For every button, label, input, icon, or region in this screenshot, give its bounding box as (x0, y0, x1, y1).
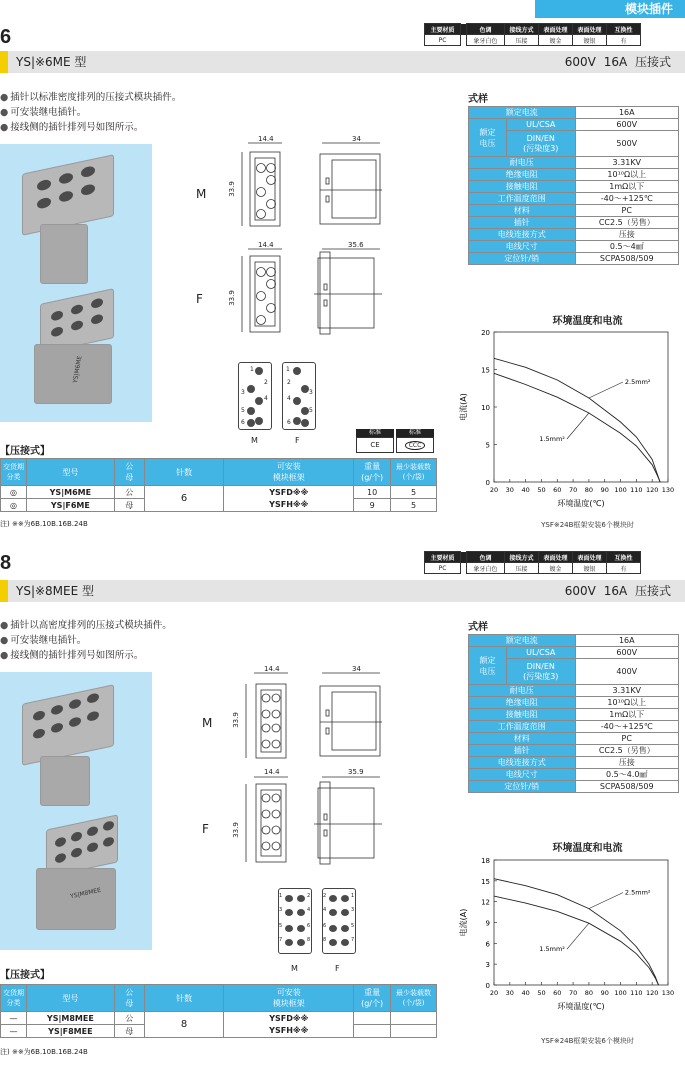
x-tick-label: 90 (600, 486, 609, 494)
pin-count: 6 (144, 486, 224, 512)
prop-header: 接线方式 (505, 552, 539, 563)
product-photo (0, 144, 152, 422)
spec-key: 耐电压 (469, 685, 576, 697)
section-number: 6 (0, 26, 12, 48)
spec-key: 插针 (469, 745, 576, 757)
frame: YSFH※※ (269, 499, 309, 509)
pin-number: 2 (287, 379, 291, 386)
x-tick-label: 100 (614, 989, 627, 997)
drawing-label-f: F (196, 292, 203, 306)
model-bar (0, 580, 685, 602)
pin-number: 6 (241, 419, 245, 426)
spec-value: PC (575, 205, 678, 217)
pin-layout-m (278, 888, 312, 954)
x-tick-label: 50 (537, 989, 546, 997)
spec-value: 1mΩ以下 (575, 181, 678, 193)
pin-number: 1 (279, 893, 283, 899)
spec-key: 额定 电压 (469, 647, 507, 685)
dim-m-height: 33.9 (227, 181, 236, 197)
min-qty (391, 1025, 437, 1038)
col-header: 公 母 (114, 985, 144, 1012)
prop-header: 色调 (467, 24, 505, 35)
feature-list (0, 618, 172, 663)
spec-value: 0.5～4㎟ (575, 241, 678, 253)
pin-number: 4 (287, 395, 291, 402)
spec-title: 式样 (468, 622, 488, 633)
weight (354, 1012, 391, 1025)
prop-value: 有 (607, 35, 641, 46)
delivery-class: ◎ (1, 499, 27, 512)
spec-key: 接触电阻 (469, 709, 576, 721)
dim-m-width: 14.4 (264, 665, 280, 673)
pin-label-f: F (295, 436, 300, 445)
model-number: YS|M8MEE (26, 1012, 114, 1025)
prop-header: 表面处理 (539, 552, 573, 563)
category-tab: 模块插件 (535, 0, 685, 18)
y-tick-label: 12 (481, 898, 490, 907)
col-header: 可安装 模块框架 (224, 459, 354, 486)
spec-key: 绝缘电阻 (469, 169, 576, 181)
model-title: YS|※6ME 型 (16, 55, 87, 69)
feature-item: ● 可安装继电插针。 (0, 105, 181, 120)
y-tick-label: 20 (481, 329, 490, 337)
prop-header: 表面处理 (539, 24, 573, 35)
spec-key: 额定 电压 (469, 119, 507, 157)
pin-number: 3 (351, 907, 355, 913)
x-tick-label: 30 (505, 989, 514, 997)
x-tick-label: 100 (614, 486, 627, 494)
delivery-class: ◎ (1, 486, 27, 499)
feature-item: ● 插针以标准密度排列的压接式模块插件。 (0, 90, 181, 105)
spec-key: 电线尺寸 (469, 241, 576, 253)
series-label: 1.5mm² (539, 945, 565, 954)
section-number: 8 (0, 552, 12, 574)
x-tick-label: 60 (553, 989, 562, 997)
weight: 10 (354, 486, 391, 499)
pin-number: 4 (323, 907, 327, 913)
prop-header: 色调 (467, 552, 505, 563)
weight: 9 (354, 499, 391, 512)
dim-m-length: 34 (352, 135, 361, 143)
x-tick-label: 80 (584, 486, 594, 494)
x-axis-label: 环境温度(℃) (557, 499, 605, 508)
spec-value: 16A (575, 107, 678, 119)
prop-header: 主要材质 (425, 552, 461, 563)
series-leader (589, 893, 623, 909)
spec-value: 压接 (575, 757, 678, 769)
y-axis-label: 电流(A) (459, 908, 468, 937)
pin-layout-f (282, 362, 316, 430)
dim-f-length: 35.6 (348, 241, 364, 249)
drawing-label-f: F (202, 822, 209, 836)
delivery-class: — (1, 1012, 27, 1025)
spec-value: 3.31KV (575, 157, 678, 169)
spec-value: SCPA508/509 (575, 781, 678, 793)
plot-frame (494, 332, 668, 482)
temperature-current-chart (456, 852, 685, 1020)
ce-mark: CE (356, 437, 394, 453)
prop-value: 压接 (505, 35, 539, 46)
prop-header: 互换性 (607, 552, 641, 563)
spec-title: 式样 (468, 94, 488, 105)
x-tick-label: 120 (645, 486, 659, 494)
spec-table (468, 106, 679, 265)
model-number: YS|F6ME (26, 499, 114, 512)
pin-number: 2 (264, 379, 268, 386)
x-tick-label: 130 (661, 486, 675, 494)
y-tick-label: 15 (481, 877, 490, 886)
prop-value: 压接 (505, 563, 539, 574)
x-tick-label: 120 (645, 989, 659, 997)
badge-header: 标准 (356, 429, 394, 437)
y-tick-label: 3 (485, 961, 490, 970)
frame-list (224, 486, 354, 512)
product-photo (0, 672, 152, 950)
x-tick-label: 110 (630, 486, 643, 494)
spec-key: UL/CSA (507, 119, 576, 131)
prop-value: 镀金 (539, 563, 573, 574)
gender: 公 (114, 1012, 144, 1025)
plot-frame (494, 860, 668, 985)
pin-number: 2 (323, 893, 327, 899)
series-leader (567, 413, 589, 439)
gender: 母 (114, 1025, 144, 1038)
prop-value: 象牙白色 (467, 35, 505, 46)
x-tick-label: 130 (661, 989, 675, 997)
male-connector-body (40, 224, 88, 284)
chart-caption: YSF※24B框架安装6个模块时 (541, 1037, 634, 1045)
pin-number: 1 (250, 366, 254, 373)
prop-header: 主要材质 (425, 24, 461, 35)
pin-number: 4 (264, 395, 268, 402)
spec-key: 插针 (469, 217, 576, 229)
gender: 公 (114, 486, 144, 499)
y-tick-label: 10 (481, 404, 490, 412)
ccc-mark (396, 437, 434, 453)
spec-value: -40～+125℃ (575, 193, 678, 205)
photo-marking: YS|M6ME (71, 355, 84, 384)
pin-number: 5 (279, 923, 283, 929)
table-row (1, 1012, 437, 1025)
prop-value: 镀银 (573, 35, 607, 46)
temperature-current-chart (456, 324, 685, 518)
x-tick-label: 40 (521, 989, 530, 997)
pin-number: 6 (287, 419, 291, 426)
prop-value: 镀银 (573, 563, 607, 574)
pin-number: 3 (279, 907, 283, 913)
spec-value: 600V (575, 647, 678, 659)
pin-number: 4 (307, 907, 311, 913)
col-header: 重量 (g/个) (354, 985, 391, 1012)
weight (354, 1025, 391, 1038)
chart-title: 环境温度和电流 (552, 843, 623, 854)
spec-value: 10¹⁰Ω以上 (575, 169, 678, 181)
drawing-label-m: M (196, 187, 207, 201)
dim-m-height: 33.9 (231, 712, 240, 728)
prop-value: 象牙白色 (467, 563, 505, 574)
badge-header: 标准 (396, 429, 434, 437)
pin-layout-f (322, 888, 356, 954)
series-leader (567, 923, 589, 949)
dim-f-height: 33.9 (231, 822, 240, 838)
footnote: 注) ※※为6B.10B.16B.24B (0, 1048, 88, 1056)
series-label: 2.5mm² (624, 888, 651, 897)
spec-key: 额定电流 (469, 107, 576, 119)
pin-number: 6 (323, 923, 327, 929)
feature-item: ● 接线侧的插针排列号如图所示。 (0, 120, 181, 135)
product-table (0, 458, 437, 512)
spec-value: 600V (575, 119, 678, 131)
dim-m-length: 34 (352, 665, 361, 673)
prop-header: 互换性 (607, 24, 641, 35)
col-header: 重量 (g/个) (354, 459, 391, 486)
property-table (424, 551, 641, 574)
pin-label-m: M (291, 964, 298, 973)
col-header: 公 母 (114, 459, 144, 486)
spec-key: DIN/EN (污染度3) (507, 131, 576, 157)
dim-f-width: 14.4 (264, 768, 280, 776)
series-label: 2.5mm² (624, 378, 651, 386)
prop-value: PC (425, 35, 461, 46)
pin-number: 3 (309, 389, 313, 396)
series-line (494, 896, 659, 985)
model-bar (0, 51, 685, 73)
feature-item: ● 可安装继电插针。 (0, 633, 172, 648)
spec-value: 1mΩ以下 (575, 709, 678, 721)
spec-key: 电线连接方式 (469, 757, 576, 769)
x-tick-label: 30 (505, 486, 514, 494)
drawing-label-m: M (202, 716, 213, 730)
pin-number: 5 (241, 407, 245, 414)
x-tick-label: 80 (584, 989, 594, 997)
spec-key: 额定电流 (469, 635, 576, 647)
min-qty: 5 (391, 486, 437, 499)
series-line (494, 358, 660, 482)
pin-number: 6 (307, 923, 311, 929)
pin-label-m: M (251, 436, 258, 445)
y-tick-label: 0 (485, 982, 490, 990)
min-qty: 5 (391, 499, 437, 512)
col-header: 型号 (26, 985, 114, 1012)
product-table (0, 984, 437, 1038)
pin-number: 1 (286, 366, 290, 373)
spec-key: 接触电阻 (469, 181, 576, 193)
y-tick-label: 6 (485, 940, 490, 949)
x-axis-label: 环境温度(℃) (557, 1002, 605, 1011)
spec-value: CC2.5（另售） (575, 217, 678, 229)
subsection-title: 【压接式】 (0, 970, 50, 981)
pin-number: 5 (351, 923, 355, 929)
pin-layout-m (238, 362, 272, 430)
spec-value: 16A (575, 635, 678, 647)
male-connector-body (40, 756, 90, 806)
pin-number: 7 (351, 937, 355, 943)
dim-f-width: 14.4 (258, 241, 274, 249)
pin-number: 2 (307, 893, 311, 899)
spec-key: 耐电压 (469, 157, 576, 169)
x-tick-label: 50 (537, 486, 546, 494)
frame-list (224, 1012, 354, 1038)
col-header: 针数 (144, 459, 224, 486)
spec-value: 400V (575, 659, 678, 685)
spec-key: DIN/EN (污染度3) (507, 659, 576, 685)
spec-value: -40～+125℃ (575, 721, 678, 733)
spec-key: 定位针/销 (469, 253, 576, 265)
accent-strip (0, 580, 8, 602)
spec-value: SCPA508/509 (575, 253, 678, 265)
footnote: 注) ※※为6B.10B.16B.24B (0, 520, 88, 528)
feature-list (0, 90, 181, 135)
rating-summary: 600V 16A 压接式 (564, 55, 671, 69)
frame: YSFD※※ (269, 487, 309, 497)
x-tick-label: 90 (600, 989, 609, 997)
subsection-title: 【压接式】 (0, 446, 50, 457)
series-line (494, 373, 660, 482)
x-tick-label: 20 (489, 486, 499, 494)
spec-value: 500V (575, 131, 678, 157)
spec-value: CC2.5（另售） (575, 745, 678, 757)
prop-value: PC (425, 563, 461, 574)
x-tick-label: 70 (568, 989, 578, 997)
dim-f-length: 35.9 (348, 768, 364, 776)
y-tick-label: 0 (485, 479, 490, 487)
pin-number: 1 (351, 893, 355, 899)
spec-value: 压接 (575, 229, 678, 241)
frame: YSFH※※ (269, 1025, 309, 1035)
model-number: YS|F8MEE (26, 1025, 114, 1038)
y-tick-label: 9 (485, 919, 490, 928)
x-tick-label: 40 (521, 486, 530, 494)
dim-m-width: 14.4 (258, 135, 274, 143)
x-tick-label: 110 (630, 989, 643, 997)
male-connector-image (22, 684, 114, 766)
spec-key: 材料 (469, 205, 576, 217)
spec-key: 工作温度范围 (469, 193, 576, 205)
x-tick-label: 70 (568, 486, 578, 494)
photo-marking: YS|M8MEE (69, 886, 102, 901)
spec-key: 电线尺寸 (469, 769, 576, 781)
pin-number: 8 (323, 937, 327, 943)
spec-key: 绝缘电阻 (469, 697, 576, 709)
prop-header: 表面处理 (573, 552, 607, 563)
spec-value: 10¹⁰Ω以上 (575, 697, 678, 709)
y-tick-label: 18 (481, 857, 490, 865)
y-tick-label: 15 (481, 366, 490, 375)
pin-number: 3 (241, 389, 245, 396)
prop-value: 有 (607, 563, 641, 574)
dimension-drawing (230, 664, 390, 876)
prop-header: 接线方式 (505, 24, 539, 35)
col-header: 型号 (26, 459, 114, 486)
y-tick-label: 5 (485, 441, 490, 450)
ccc-logo: CCC (405, 441, 426, 450)
gender: 母 (114, 499, 144, 512)
spec-value: 3.31KV (575, 685, 678, 697)
series-label: 1.5mm² (539, 435, 565, 443)
col-header: 交货期 分类 (1, 985, 27, 1012)
accent-strip (0, 51, 8, 73)
pin-count: 8 (144, 1012, 224, 1038)
prop-value: 镀金 (539, 35, 573, 46)
spec-value: 0.5～4.0㎟ (575, 769, 678, 781)
spec-value: PC (575, 733, 678, 745)
x-tick-label: 20 (489, 989, 499, 997)
prop-header: 表面处理 (573, 24, 607, 35)
col-header: 最少装载数 (个/袋) (391, 985, 437, 1012)
ccc-badge (396, 429, 434, 453)
spec-table (468, 634, 679, 793)
col-header: 针数 (144, 985, 224, 1012)
property-table (424, 23, 641, 46)
rating-summary: 600V 16A 压接式 (564, 584, 671, 598)
dim-f-height: 33.9 (227, 290, 236, 306)
col-header: 最少装载数 (个/袋) (391, 459, 437, 486)
pin-label-f: F (335, 964, 340, 973)
chart-title: 环境温度和电流 (552, 316, 623, 327)
pin-number: 7 (279, 937, 283, 943)
chart-caption: YSF※24B框架安装6个模块时 (541, 521, 634, 529)
feature-item: ● 接线侧的插针排列号如图所示。 (0, 648, 172, 663)
delivery-class: — (1, 1025, 27, 1038)
pin-number: 8 (307, 937, 311, 943)
table-row (1, 486, 437, 499)
ce-badge (356, 429, 394, 453)
col-header: 可安装 模块框架 (224, 985, 354, 1012)
feature-item: ● 插针以高密度排列的压接式模块插件。 (0, 618, 172, 633)
series-leader (589, 382, 623, 398)
min-qty (391, 1012, 437, 1025)
col-header: 交货期 分类 (1, 459, 27, 486)
spec-key: UL/CSA (507, 647, 576, 659)
pin-number: 5 (309, 407, 313, 414)
spec-key: 电线连接方式 (469, 229, 576, 241)
y-axis-label: 电流(A) (459, 393, 468, 421)
model-number: YS|M6ME (26, 486, 114, 499)
frame: YSFD※※ (269, 1013, 309, 1023)
x-tick-label: 60 (553, 486, 562, 494)
spec-key: 材料 (469, 733, 576, 745)
spec-key: 定位针/销 (469, 781, 576, 793)
spec-key: 工作温度范围 (469, 721, 576, 733)
model-title: YS|※8MEE 型 (16, 584, 95, 598)
